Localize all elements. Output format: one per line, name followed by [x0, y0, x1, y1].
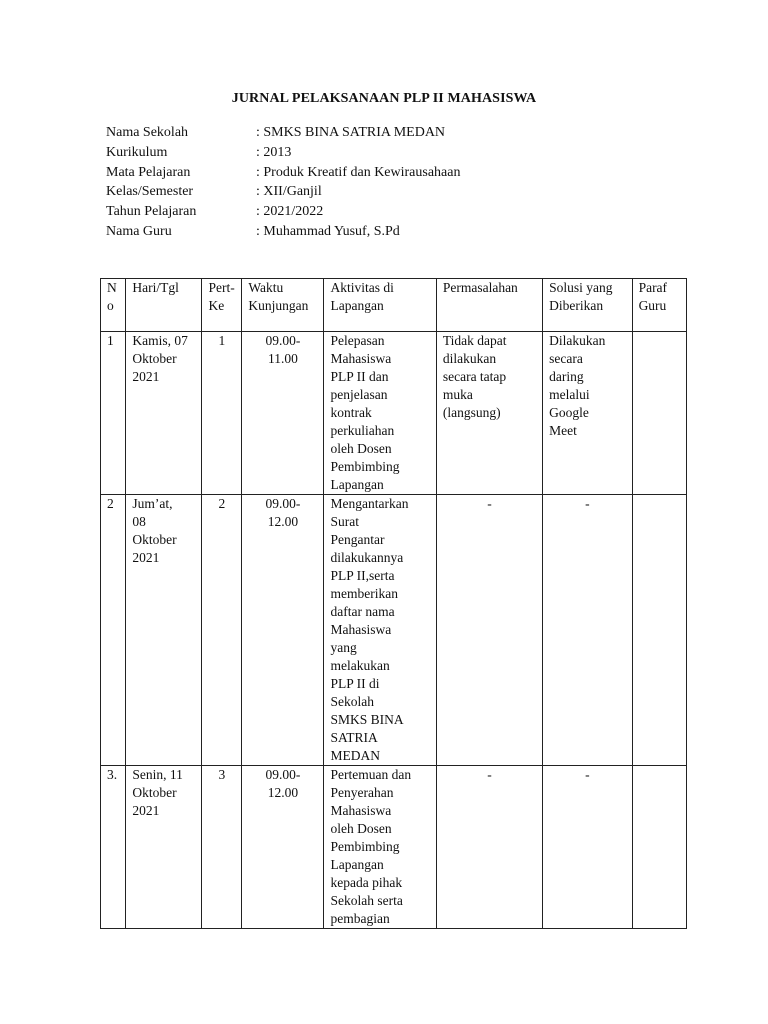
cell-line: Sekolah: [330, 694, 374, 709]
cell-hari: [126, 495, 202, 766]
cell-line: kontrak: [330, 405, 372, 420]
cell-aktivitas: [324, 495, 436, 766]
table-row: [101, 332, 687, 495]
info-label: Tahun Pelajaran: [106, 204, 197, 220]
cell-line: 2021: [132, 803, 160, 818]
cell-paraf: [632, 332, 686, 495]
cell-waktu: [242, 495, 324, 766]
cell-line: dilakukan: [442, 351, 497, 366]
header-text: Kunjungan: [248, 298, 309, 313]
cell-line: Meet: [549, 423, 577, 438]
cell-line: daftar nama: [330, 604, 395, 619]
info-row-class: [106, 182, 460, 202]
cell-no: 2: [101, 495, 126, 766]
info-label: Mata Pelajaran: [106, 164, 191, 180]
cell-line: Pelepasan: [330, 333, 385, 348]
header-text: Solusi yang: [549, 280, 613, 295]
cell-hari: [126, 332, 202, 495]
cell-line: Pembimbing: [330, 459, 400, 474]
cell-permasalahan: -: [436, 495, 542, 766]
cell-line: Oktober: [132, 351, 177, 366]
cell-line: muka: [442, 387, 473, 402]
cell-hari: [126, 766, 202, 929]
header-pert: [202, 279, 242, 332]
cell-line: perkuliahan: [330, 423, 395, 438]
cell-line: Pembimbing: [330, 839, 400, 854]
cell-line: Google: [549, 405, 589, 420]
cell-line: yang: [330, 640, 357, 655]
table-header-row: [101, 279, 687, 332]
cell-aktivitas: [324, 766, 436, 929]
info-value: : XII/Ganjil: [256, 184, 322, 200]
header-text: Ke: [208, 298, 225, 313]
cell-line: melakukan: [330, 658, 390, 673]
cell-line: 09.00-: [265, 333, 301, 348]
cell-line: 09.00-: [265, 496, 301, 511]
cell-waktu: [242, 766, 324, 929]
cell-line: Sekolah serta: [330, 893, 403, 908]
cell-line: 09.00-: [265, 767, 301, 782]
cell-line: Pengantar: [330, 532, 385, 547]
cell-line: Senin, 11: [132, 767, 183, 782]
header-text: Diberikan: [549, 298, 604, 313]
header-no: [101, 279, 126, 332]
info-row-year: [106, 202, 460, 222]
info-label: Kurikulum: [106, 144, 168, 160]
info-block: [106, 123, 460, 242]
table-row: [101, 495, 687, 766]
header-text: No: [107, 280, 117, 313]
cell-line: melalui: [549, 387, 590, 402]
cell-line: Penyerahan: [330, 785, 394, 800]
cell-solusi: -: [543, 766, 632, 929]
cell-paraf: [632, 766, 686, 929]
cell-line: oleh Dosen: [330, 441, 392, 456]
header-text: Lapangan: [330, 298, 384, 313]
header-paraf: [632, 279, 686, 332]
cell-solusi: [543, 332, 632, 495]
cell-solusi: -: [543, 495, 632, 766]
cell-aktivitas: [324, 332, 436, 495]
table-row: [101, 766, 687, 929]
header-text: Guru: [638, 298, 667, 313]
header-permasalahan: [436, 279, 542, 332]
cell-line: PLP II dan: [330, 369, 389, 384]
cell-line: penjelasan: [330, 387, 388, 402]
info-row-curriculum: [106, 143, 460, 163]
cell-line: secara tatap: [442, 369, 507, 384]
info-row-teacher: [106, 222, 460, 242]
cell-line: Mahasiswa: [330, 803, 392, 818]
cell-line: MEDAN: [330, 748, 380, 763]
cell-line: Mengantarkan: [330, 496, 409, 511]
cell-line: memberikan: [330, 586, 398, 601]
info-row-subject: [106, 163, 460, 183]
cell-line: Oktober: [132, 532, 177, 547]
info-value: : Muhammad Yusuf, S.Pd: [256, 223, 400, 239]
info-value: : 2021/2022: [256, 204, 324, 220]
cell-pert: 3: [202, 766, 242, 929]
cell-line: 12.00: [267, 785, 299, 800]
cell-line: SMKS BINA: [330, 712, 404, 727]
header-solusi: [543, 279, 632, 332]
cell-line: Kamis, 07: [132, 333, 188, 348]
cell-line: Pertemuan dan: [330, 767, 412, 782]
cell-line: Surat: [330, 514, 359, 529]
cell-line: oleh Dosen: [330, 821, 392, 836]
cell-paraf: [632, 495, 686, 766]
cell-permasalahan: -: [436, 766, 542, 929]
cell-line: Lapangan: [330, 477, 384, 492]
cell-line: (langsung): [442, 405, 501, 420]
header-waktu: [242, 279, 324, 332]
header-hari: [126, 279, 202, 332]
info-value: : SMKS BINA SATRIA MEDAN: [256, 125, 446, 140]
cell-line: 11.00: [267, 351, 298, 366]
info-value: : Produk Kreatif dan Kewirausahaan: [256, 164, 461, 180]
cell-line: dilakukannya: [330, 550, 404, 565]
cell-line: Lapangan: [330, 857, 384, 872]
info-label: Nama Sekolah: [106, 125, 189, 140]
document-title: JURNAL PELAKSANAAN PLP II MAHASISWA: [231, 91, 537, 106]
cell-line: PLP II,serta: [330, 568, 395, 583]
cell-line: pembagian: [330, 911, 390, 926]
cell-line: 08: [132, 514, 146, 529]
cell-line: kepada pihak: [330, 875, 403, 890]
info-value: : 2013: [256, 144, 292, 160]
journal-table: [100, 278, 687, 929]
cell-line: Oktober: [132, 785, 177, 800]
cell-line: daring: [549, 369, 584, 384]
info-label: Kelas/Semester: [106, 184, 194, 200]
cell-line: Mahasiswa: [330, 351, 392, 366]
info-row-school: [106, 123, 460, 143]
cell-line: Mahasiswa: [330, 622, 392, 637]
header-text: Hari/Tgl: [132, 280, 179, 295]
header-text: Paraf: [638, 280, 668, 295]
cell-permasalahan: [436, 332, 542, 495]
cell-line: Dilakukan: [549, 333, 606, 348]
header-text: Waktu: [248, 280, 284, 295]
cell-no: 3.: [101, 766, 126, 929]
cell-line: Jum’at,: [132, 496, 173, 511]
cell-line: SATRIA: [330, 730, 378, 745]
cell-pert: 2: [202, 495, 242, 766]
info-label: Nama Guru: [106, 223, 172, 239]
cell-no: 1: [101, 332, 126, 495]
cell-line: secara: [549, 351, 583, 366]
header-text: Permasalahan: [442, 280, 518, 295]
cell-line: PLP II di: [330, 676, 380, 691]
header-text: Aktivitas di: [330, 280, 394, 295]
cell-line: 2021: [132, 550, 160, 565]
cell-waktu: [242, 332, 324, 495]
header-aktivitas: [324, 279, 436, 332]
cell-line: 2021: [132, 369, 160, 384]
cell-pert: 1: [202, 332, 242, 495]
cell-line: 12.00: [267, 514, 299, 529]
header-text: Pert-: [208, 280, 235, 295]
cell-line: Tidak dapat: [442, 333, 507, 348]
